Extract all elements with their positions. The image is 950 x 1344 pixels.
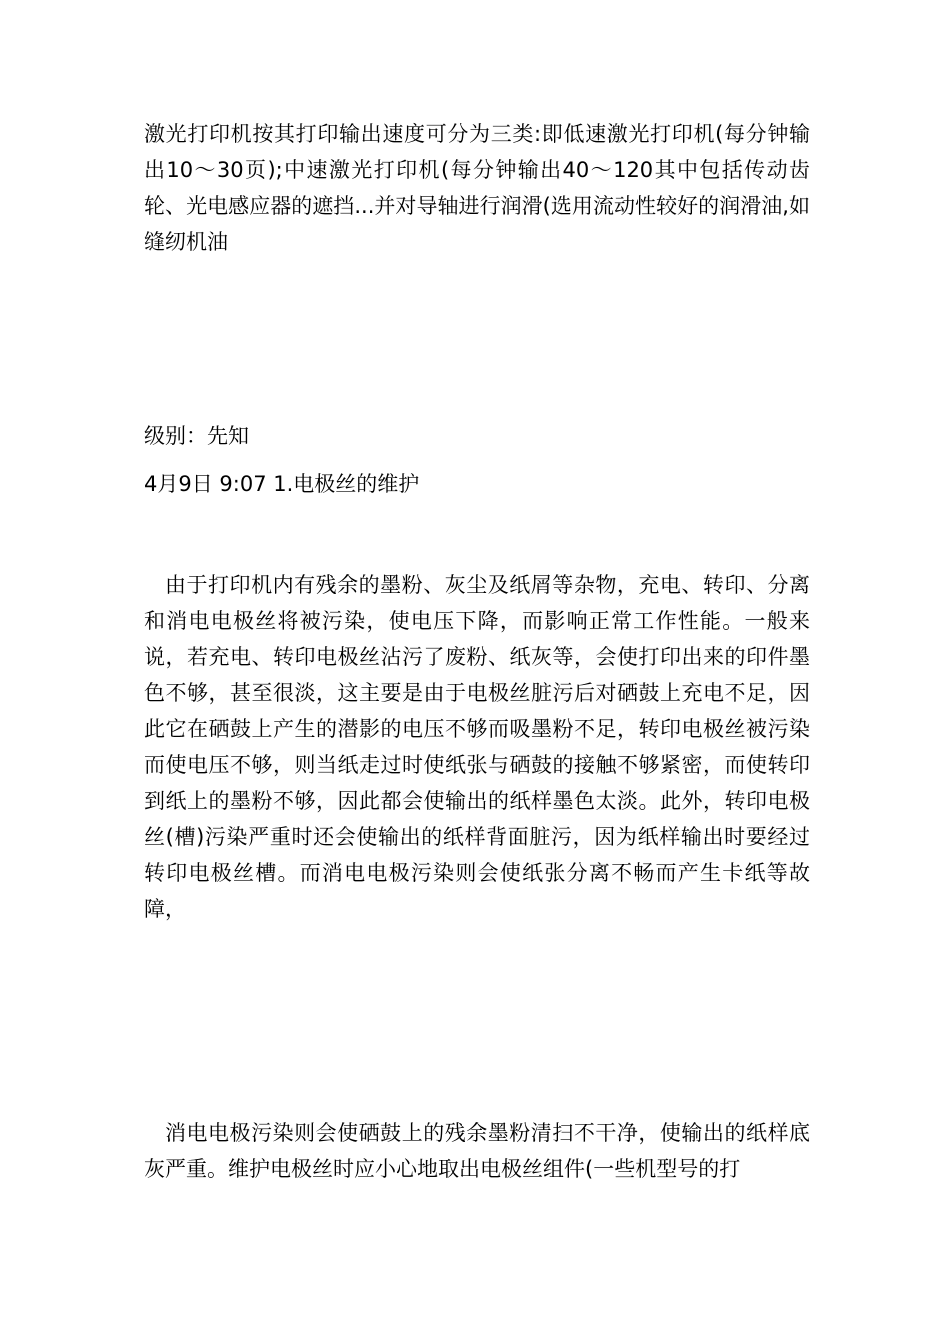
body-paragraph-1: 由于打印机内有残余的墨粉、灰尘及纸屑等杂物，充电、转印、分离和消电电极丝将被污染，使电压下降，而影响正常工作性能。一般来说，若充电、转印电极丝沾污了废粉、纸灰等，会使打印出来的印件墨色不够，甚至很淡，这主要是由于电极丝脏污后对硒鼓上充电不足，因此它在硒鼓上产生的潜影的电压不够而吸墨粉不足，转印电极丝被污染而使电压不够，则当纸走过时使纸张与硒鼓的接触不够紧密，而使转印到纸上的墨粉不够，因此都会使输出的纸样墨色太淡。此外，转印电极丝(槽)污染严重时还会使输出的纸样背面脏污，因为纸样输出时要经过转印电极丝槽。而消电电极污染则会使纸张分离不畅而产生卡纸等故障， [144,573,810,921]
level-line: 级别：先知 [144,424,249,448]
date-heading: 4月9日 9:07 1.电极丝的维护 [144,472,420,496]
body-paragraph-2: 消电电极污染则会使硒鼓上的残余墨粉清扫不干净，使输出的纸样底灰严重。维护电极丝时应小心地取出电极丝组件(一些机型号的打 [144,1121,810,1181]
intro-paragraph: 激光打印机按其打印输出速度可分为三类:即低速激光打印机(每分钟输出10～30页);中速激光打印机(每分钟输出40～120其中包括传动齿轮、光电感应器的遮挡...并对导轴进行润滑(选用流动性较好的润滑油,如缝纫机油 [144,122,810,254]
